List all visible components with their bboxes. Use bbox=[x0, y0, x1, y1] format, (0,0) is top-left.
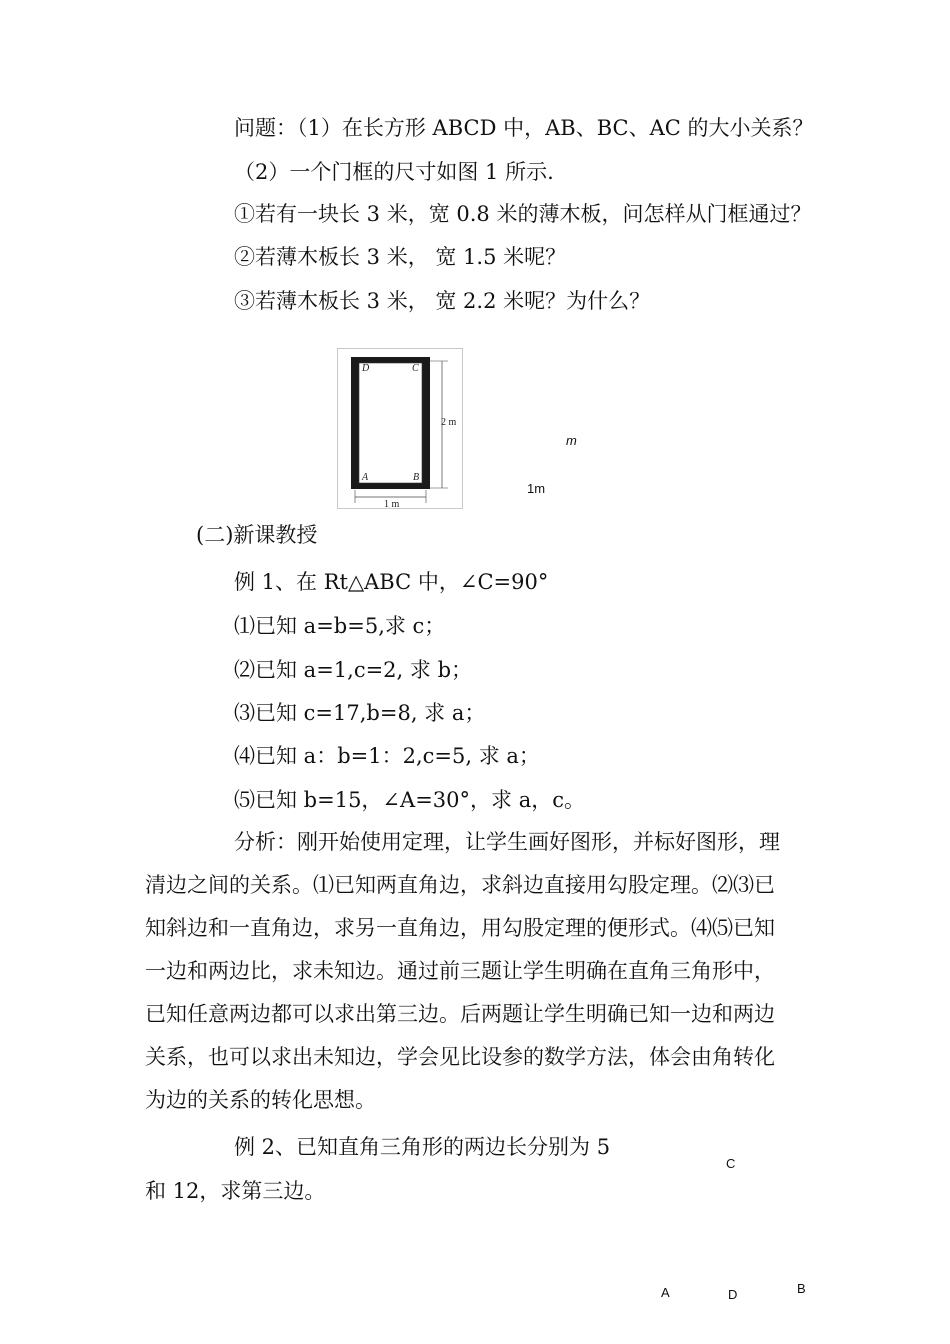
example-2-line-2: 和 12，求第三边。 bbox=[145, 1179, 326, 1203]
door-frame-figure bbox=[337, 348, 463, 509]
question-1: 问题：（1）在长方形 ABCD 中，AB、BC、AC 的大小关系？ bbox=[234, 116, 814, 140]
figure-height-label: 2 m bbox=[441, 417, 457, 428]
question-2: （2）一个门框的尺寸如图 1 所示. bbox=[234, 160, 554, 184]
figure-corner-d: D bbox=[362, 363, 370, 374]
triangle-label-b: B bbox=[797, 1281, 806, 1296]
figure-side-label-m: m bbox=[566, 433, 577, 448]
example-2-line-1: 例 2、已知直角三角形的两边长分别为 5 bbox=[234, 1135, 611, 1159]
door-frame-drawing bbox=[338, 349, 462, 508]
question-2-part-3: ③若薄木板长 3 米， 宽 2.2 米呢？为什么？ bbox=[234, 289, 651, 313]
figure-width-label: 1 m bbox=[384, 499, 400, 508]
example-1-item-1: ⑴已知 a=b=5,求 c； bbox=[234, 614, 446, 638]
figure-side-label-1m: 1m bbox=[527, 481, 546, 496]
analysis-line-5: 已知任意两边都可以求出第三边。后两题让学生明确已知一边和两边 bbox=[145, 1002, 775, 1026]
triangle-label-c: C bbox=[726, 1156, 736, 1171]
figure-corner-b: B bbox=[413, 472, 420, 483]
triangle-label-d: D bbox=[728, 1287, 738, 1302]
analysis-line-6: 关系，也可以求出未知边，学会见比设参的数学方法，体会由角转化 bbox=[145, 1045, 775, 1069]
question-2-part-1: ①若有一块长 3 米，宽 0.8 米的薄木板，问怎样从门框通过？ bbox=[234, 202, 812, 226]
question-2-part-2: ②若薄木板长 3 米， 宽 1.5 米呢？ bbox=[234, 245, 567, 269]
triangle-label-a: A bbox=[661, 1285, 670, 1300]
analysis-line-7: 为边的关系的转化思想。 bbox=[145, 1088, 376, 1112]
analysis-line-1: 分析：刚开始使用定理，让学生画好图形，并标好图形，理 bbox=[234, 830, 780, 854]
analysis-line-2: 清边之间的关系。⑴已知两直角边，求斜边直接用勾股定理。⑵⑶已 bbox=[145, 873, 775, 897]
analysis-line-4: 一边和两边比，求未知边。通过前三题让学生明确在直角三角形中， bbox=[145, 959, 775, 983]
example-1-item-5: ⑸已知 b=15，∠A=30°，求 a，c。 bbox=[234, 788, 585, 812]
example-1-item-2: ⑵已知 a=1,c=2, 求 b； bbox=[234, 658, 473, 682]
section-title: (二)新课教授 bbox=[196, 523, 318, 547]
example-1-item-4: ⑷已知 a：b=1：2,c=5, 求 a； bbox=[234, 744, 540, 768]
example-1-item-3: ⑶已知 c=17,b=8, 求 a； bbox=[234, 701, 486, 725]
figure-corner-a: A bbox=[362, 472, 369, 483]
example-1-heading: 例 1、在 Rt△ABC 中，∠C=90° bbox=[234, 570, 549, 594]
figure-corner-c: C bbox=[412, 363, 419, 374]
analysis-line-3: 知斜边和一直角边，求另一直角边，用勾股定理的便形式。⑷⑸已知 bbox=[145, 916, 775, 940]
